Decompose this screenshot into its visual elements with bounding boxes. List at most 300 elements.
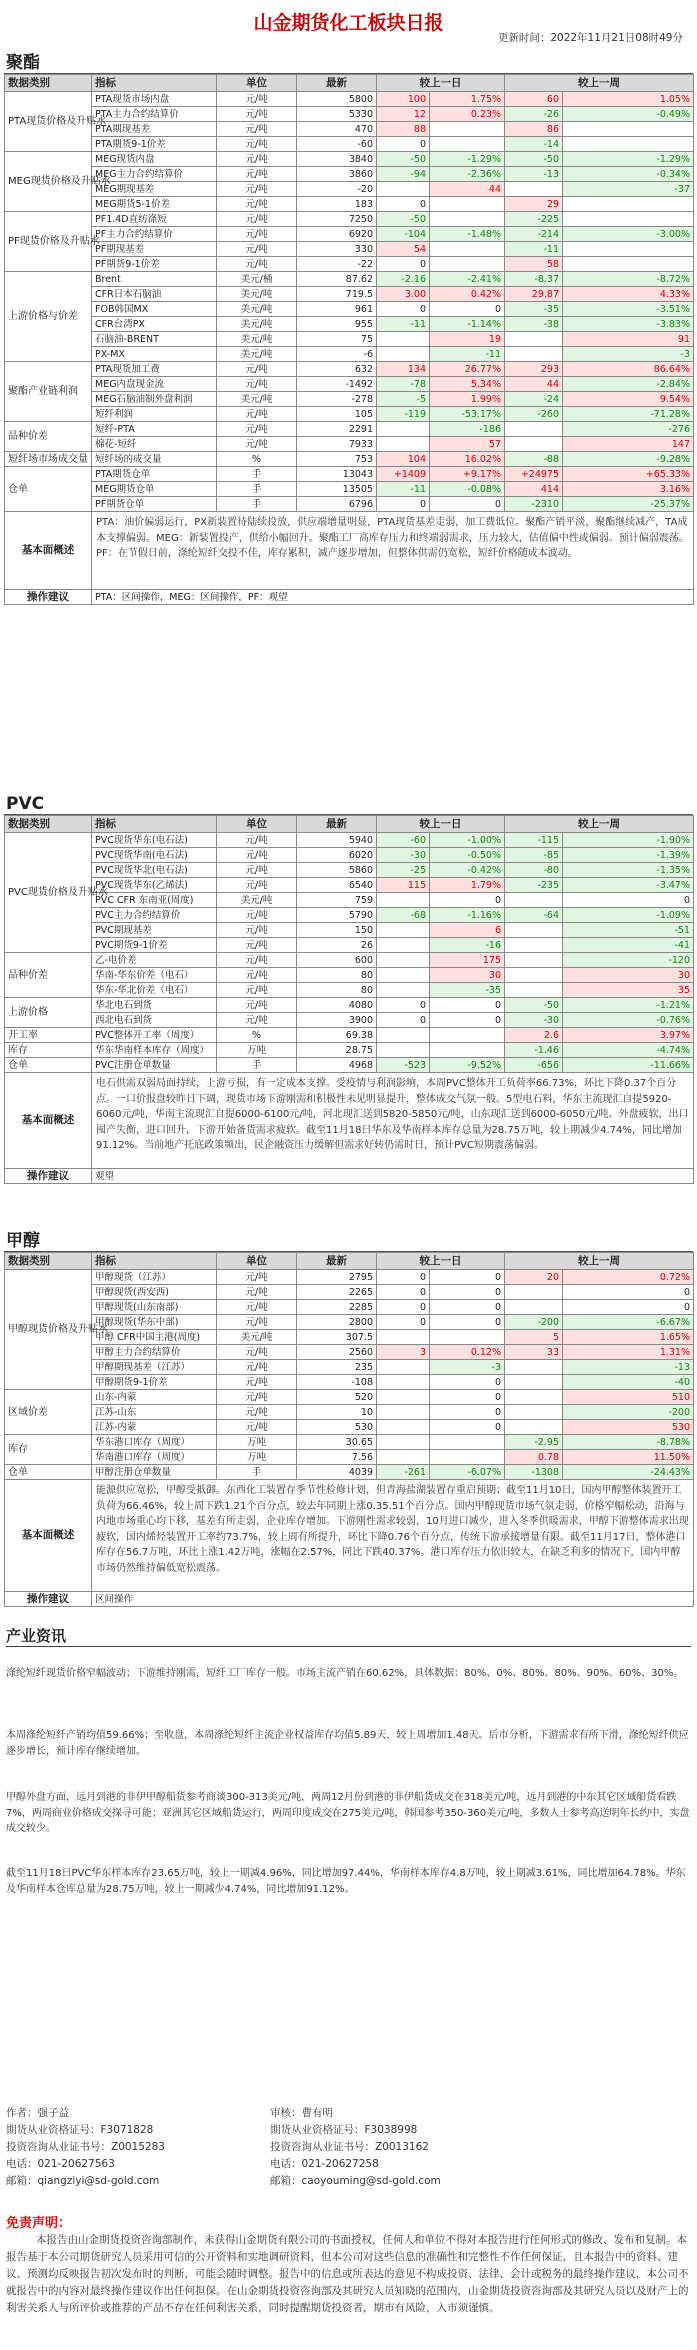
day-pct-cell [430, 137, 505, 152]
category-cell: 品种价差 [5, 422, 92, 452]
indicator-cell: MEG内盘现金流 [92, 377, 217, 392]
industry-paragraph: 甲醇外盘方面，远月到港的非伊甲醇船货参考商谈300-313美元/吨，两周12月份到港的非伊船货成交在318美元/吨，远月到港的中东其它区域船货看跌7%，两周商业价格成交探寻可能；亚洲其它区域船货运行，两周印度成交在275美元/吨，韩国参考350-360美元/吨，多数人士参考高送明年长约中，实盘成交较少。 [6, 1792, 690, 1834]
table-row [5, 407, 694, 422]
unit-cell: 元/吨 [217, 953, 297, 968]
latest-cell: 632 [297, 362, 377, 377]
indicator-cell: 甲醇现货(山东南部) [92, 1300, 217, 1315]
table-row [5, 347, 694, 362]
methanol-table [4, 1252, 694, 1607]
table-row [5, 377, 694, 392]
indicator-cell: 华北电石到货 [92, 998, 217, 1013]
table-row [5, 497, 694, 512]
week-change-cell: -2.95 [505, 1435, 563, 1450]
week-change-cell: -88 [505, 452, 563, 467]
indicator-cell: PTA期货9-1价差 [92, 137, 217, 152]
day-change-cell: 115 [377, 878, 430, 893]
indicator-cell: 短纤场的成交量 [92, 452, 217, 467]
table-row [5, 848, 694, 863]
week-pct-cell: -8.72% [563, 272, 694, 287]
week-change-cell [505, 1300, 563, 1315]
latest-cell: 87.62 [297, 272, 377, 287]
operation-text: 观望 [92, 1169, 694, 1184]
week-pct-cell: -3.51% [563, 302, 694, 317]
operation-label: 操作建议 [5, 1592, 92, 1607]
reviewer-block [270, 2105, 441, 2190]
day-change-cell [377, 1450, 430, 1465]
unit-cell: 元/吨 [217, 152, 297, 167]
indicator-cell: PVC现货华北(电石法) [92, 863, 217, 878]
day-change-cell: 88 [377, 122, 430, 137]
day-pct-cell: 6 [430, 923, 505, 938]
week-pct-cell [563, 137, 694, 152]
day-pct-cell: 1.79% [430, 878, 505, 893]
week-pct-cell: -3.47% [563, 878, 694, 893]
week-pct-cell: -3.83% [563, 317, 694, 332]
week-pct-cell: -1.09% [563, 908, 694, 923]
table-row [5, 1300, 694, 1315]
unit-cell: 元/吨 [217, 1360, 297, 1375]
week-pct-cell: +65.33% [563, 467, 694, 482]
latest-cell: 5940 [297, 833, 377, 848]
latest-cell: 3900 [297, 1013, 377, 1028]
week-pct-cell: -13 [563, 1360, 694, 1375]
column-header: 最新 [297, 75, 377, 92]
table-row [5, 272, 694, 287]
day-pct-cell: 0 [430, 302, 505, 317]
indicator-cell: 短纤利润 [92, 407, 217, 422]
table-row [5, 1390, 694, 1405]
week-pct-cell: 3.97% [563, 1028, 694, 1043]
indicator-cell: PVC现货华东(乙烯法) [92, 878, 217, 893]
indicator-cell: 甲醇主力合约结算价 [92, 1345, 217, 1360]
week-pct-cell [563, 212, 694, 227]
unit-cell: 美元/吨 [217, 317, 297, 332]
latest-cell: 183 [297, 197, 377, 212]
day-pct-cell: -16 [430, 938, 505, 953]
week-change-cell [505, 1360, 563, 1375]
week-pct-cell: 3.16% [563, 482, 694, 497]
indicator-cell: PVC注册仓单数量 [92, 1058, 217, 1073]
day-pct-cell [430, 242, 505, 257]
day-pct-cell: 0 [430, 1013, 505, 1028]
day-change-cell: 0 [377, 497, 430, 512]
week-pct-cell: 510 [563, 1390, 694, 1405]
category-cell: 仓单 [5, 1058, 92, 1073]
day-pct-cell: 44 [430, 182, 505, 197]
latest-cell: 80 [297, 968, 377, 983]
day-change-cell [377, 1435, 430, 1450]
day-change-cell: -30 [377, 848, 430, 863]
day-change-cell: 0 [377, 1285, 430, 1300]
unit-cell: 手 [217, 482, 297, 497]
latest-cell: 7.56 [297, 1450, 377, 1465]
week-pct-cell: -120 [563, 953, 694, 968]
table-row [5, 1028, 694, 1043]
column-header: 数据类别 [5, 816, 92, 833]
indicator-cell: 短纤-PTA [92, 422, 217, 437]
table-row [5, 362, 694, 377]
table-row [5, 317, 694, 332]
indicator-cell: CFR台湾PX [92, 317, 217, 332]
latest-cell: 3860 [297, 167, 377, 182]
table-row [5, 242, 694, 257]
day-change-cell: 54 [377, 242, 430, 257]
unit-cell: 美元/吨 [217, 332, 297, 347]
latest-cell: 520 [297, 1390, 377, 1405]
indicator-cell: MEG主力合约结算价 [92, 167, 217, 182]
table-row [5, 1450, 694, 1465]
indicator-cell: PVC期现基差 [92, 923, 217, 938]
latest-cell: 4080 [297, 998, 377, 1013]
unit-cell: 元/吨 [217, 848, 297, 863]
polyester-table [4, 74, 694, 605]
section-polyester [4, 48, 693, 605]
day-pct-cell: -2.36% [430, 167, 505, 182]
day-change-cell: -119 [377, 407, 430, 422]
week-change-cell [505, 983, 563, 998]
unit-cell: 元/吨 [217, 407, 297, 422]
day-pct-cell: 1.75% [430, 92, 505, 107]
column-header: 较上一日 [377, 816, 505, 833]
unit-cell: 美元/吨 [217, 893, 297, 908]
category-cell: 甲醇现货价格及升贴水 [5, 1270, 92, 1390]
week-change-cell [505, 938, 563, 953]
week-change-cell: -8.37 [505, 272, 563, 287]
week-pct-cell: -1.39% [563, 848, 694, 863]
week-change-cell: -38 [505, 317, 563, 332]
day-change-cell [377, 1043, 430, 1058]
unit-cell: 元/吨 [217, 1345, 297, 1360]
indicator-cell: 甲醇期现基差（江苏） [92, 1360, 217, 1375]
week-change-cell: -64 [505, 908, 563, 923]
indicator-cell: PVC现货华东(电石法) [92, 833, 217, 848]
summary-text: PTA：油价偏弱运行，PX新装置待陆续投放，供应端增量明显，PTA现货基差走弱，加工费低位。聚酯产销平淡，聚酯继续减产，TA成本支撑偏弱。MEG：新装置投产，供给小幅回升。聚酯工厂高库存压力和终端弱需求，压力较大，估值偏中性或偏弱。预计偏弱震荡。PF：在节假日前，涤纶短纤交投不佳，库存累积，减产逐步增加，但整体供需仍宽松，短纤价格随成本波动。 [92, 512, 694, 590]
table-row [5, 197, 694, 212]
week-change-cell: 33 [505, 1345, 563, 1360]
day-change-cell [377, 953, 430, 968]
day-change-cell: 12 [377, 107, 430, 122]
table-row [5, 422, 694, 437]
week-change-cell: -24 [505, 392, 563, 407]
indicator-cell: 甲醇现货(华东中部) [92, 1315, 217, 1330]
week-change-cell [505, 182, 563, 197]
column-header: 单位 [217, 75, 297, 92]
unit-cell: 元/吨 [217, 242, 297, 257]
week-change-cell: +24975 [505, 467, 563, 482]
week-change-cell: -200 [505, 1315, 563, 1330]
unit-cell: 手 [217, 467, 297, 482]
week-change-cell: 2.6 [505, 1028, 563, 1043]
indicator-cell: MEG石脑油制外盘利润 [92, 392, 217, 407]
indicator-cell: PVC现货华南(电石法) [92, 848, 217, 863]
day-change-cell [377, 1330, 430, 1345]
summary-label: 基本面概述 [5, 1073, 92, 1169]
pvc-table [4, 815, 694, 1184]
day-pct-cell: 0 [430, 893, 505, 908]
section-methanol [4, 1226, 693, 1607]
latest-cell: 28.75 [297, 1043, 377, 1058]
day-pct-cell: 1.99% [430, 392, 505, 407]
unit-cell: 万吨 [217, 1435, 297, 1450]
table-header-row [5, 1253, 694, 1270]
day-pct-cell: -9.52% [430, 1058, 505, 1073]
day-pct-cell: -6.07% [430, 1465, 505, 1480]
unit-cell: 美元/桶 [217, 272, 297, 287]
indicator-cell: MEG期现基差 [92, 182, 217, 197]
week-pct-cell: -3 [563, 347, 694, 362]
day-change-cell [377, 1028, 430, 1043]
column-header: 最新 [297, 816, 377, 833]
day-pct-cell: 0.23% [430, 107, 505, 122]
latest-cell: 3840 [297, 152, 377, 167]
week-change-cell [505, 1375, 563, 1390]
week-change-cell: 5 [505, 1330, 563, 1345]
latest-cell: 80 [297, 983, 377, 998]
day-pct-cell [430, 1450, 505, 1465]
day-pct-cell: 0.12% [430, 1345, 505, 1360]
unit-cell: 元/吨 [217, 923, 297, 938]
unit-cell: 元/吨 [217, 1315, 297, 1330]
week-pct-cell: -3.00% [563, 227, 694, 242]
day-pct-cell: -3 [430, 1360, 505, 1375]
latest-cell: 6020 [297, 848, 377, 863]
unit-cell: 手 [217, 1058, 297, 1073]
category-cell: 品种价差 [5, 953, 92, 998]
indicator-cell: 山东-内蒙 [92, 1390, 217, 1405]
latest-cell: 13505 [297, 482, 377, 497]
day-pct-cell: -186 [430, 422, 505, 437]
latest-cell: 26 [297, 938, 377, 953]
unit-cell: 元/吨 [217, 863, 297, 878]
week-pct-cell: 1.05% [563, 92, 694, 107]
table-row [5, 302, 694, 317]
latest-cell: 75 [297, 332, 377, 347]
latest-cell: 719.5 [297, 287, 377, 302]
latest-cell: 235 [297, 1360, 377, 1375]
day-pct-cell: 30 [430, 968, 505, 983]
week-pct-cell: 0 [563, 1300, 694, 1315]
table-row [5, 437, 694, 452]
table-row [5, 1058, 694, 1073]
table-row [5, 1315, 694, 1330]
week-change-cell [505, 422, 563, 437]
indicator-cell: 甲醇现货（江苏） [92, 1270, 217, 1285]
latest-cell: 759 [297, 893, 377, 908]
week-pct-cell: 11.50% [563, 1450, 694, 1465]
latest-cell: 470 [297, 122, 377, 137]
week-pct-cell: 30 [563, 968, 694, 983]
week-change-cell: -2310 [505, 497, 563, 512]
category-cell: 库存 [5, 1435, 92, 1465]
day-change-cell: -523 [377, 1058, 430, 1073]
table-row [5, 833, 694, 848]
latest-cell: 30.65 [297, 1435, 377, 1450]
day-pct-cell: 5.34% [430, 377, 505, 392]
week-change-cell: -80 [505, 863, 563, 878]
day-change-cell [377, 983, 430, 998]
reviewer-license: 期货从业资格证号：F3038998 [270, 2124, 418, 2136]
latest-cell: 10 [297, 1405, 377, 1420]
day-change-cell: 0 [377, 257, 430, 272]
table-row [5, 1013, 694, 1028]
column-header: 较上一日 [377, 75, 505, 92]
week-pct-cell: -0.76% [563, 1013, 694, 1028]
week-change-cell: 58 [505, 257, 563, 272]
week-change-cell: -14 [505, 137, 563, 152]
latest-cell: -6 [297, 347, 377, 362]
column-header: 指标 [92, 1253, 217, 1270]
week-pct-cell [563, 197, 694, 212]
table-row [5, 452, 694, 467]
author-consult-license: 投资咨询从业证书号：Z0015283 [6, 2141, 165, 2153]
latest-cell: 753 [297, 452, 377, 467]
week-change-cell: -214 [505, 227, 563, 242]
unit-cell: 元/吨 [217, 1300, 297, 1315]
latest-cell: 2800 [297, 1315, 377, 1330]
column-header: 数据类别 [5, 1253, 92, 1270]
day-pct-cell [430, 1043, 505, 1058]
week-change-cell: -1308 [505, 1465, 563, 1480]
unit-cell: 元/吨 [217, 1270, 297, 1285]
week-change-cell: -235 [505, 878, 563, 893]
day-change-cell: 0 [377, 998, 430, 1013]
week-pct-cell: -25.37% [563, 497, 694, 512]
day-pct-cell: 0 [430, 1300, 505, 1315]
indicator-cell: PF期货仓单 [92, 497, 217, 512]
indicator-cell: 甲醇期货9-1价差 [92, 1375, 217, 1390]
category-cell: 短纤场市场成交量 [5, 452, 92, 467]
column-header: 最新 [297, 1253, 377, 1270]
latest-cell: -20 [297, 182, 377, 197]
unit-cell: 元/吨 [217, 878, 297, 893]
operation-text: PTA：区间操作，MEG：区间操作，PF：观望 [92, 590, 694, 605]
table-row [5, 923, 694, 938]
indicator-cell: MEG期货仓单 [92, 482, 217, 497]
day-change-cell [377, 923, 430, 938]
day-change-cell: 3 [377, 1345, 430, 1360]
week-change-cell [505, 1285, 563, 1300]
week-pct-cell: -276 [563, 422, 694, 437]
latest-cell: 105 [297, 407, 377, 422]
latest-cell: -1492 [297, 377, 377, 392]
indicator-cell: 甲醇现货(西安西) [92, 1285, 217, 1300]
day-change-cell: 0 [377, 197, 430, 212]
indicator-cell: Brent [92, 272, 217, 287]
day-change-cell: -50 [377, 212, 430, 227]
day-change-cell: 0 [377, 1300, 430, 1315]
day-change-cell: -68 [377, 908, 430, 923]
day-change-cell: -2.16 [377, 272, 430, 287]
unit-cell: 元/吨 [217, 227, 297, 242]
indicator-cell: 石脑油-BRENT [92, 332, 217, 347]
latest-cell: 2265 [297, 1285, 377, 1300]
unit-cell: 元/吨 [217, 137, 297, 152]
latest-cell: 961 [297, 302, 377, 317]
column-header: 较上一日 [377, 1253, 505, 1270]
day-pct-cell: -53.17% [430, 407, 505, 422]
week-pct-cell: -1.21% [563, 998, 694, 1013]
industry-title: 产业资讯 [6, 1627, 67, 1645]
week-change-cell [505, 953, 563, 968]
indicator-cell: PTA现货加工费 [92, 362, 217, 377]
week-pct-cell: -1.90% [563, 833, 694, 848]
unit-cell: 元/吨 [217, 1405, 297, 1420]
table-row [5, 257, 694, 272]
indicator-cell: PVC CFR 东南亚(周度) [92, 893, 217, 908]
unit-cell: 万吨 [217, 1043, 297, 1058]
day-change-cell [377, 347, 430, 362]
indicator-cell: PX-MX [92, 347, 217, 362]
latest-cell: 150 [297, 923, 377, 938]
week-change-cell: 293 [505, 362, 563, 377]
indicator-cell: PVC整体开工率（周度） [92, 1028, 217, 1043]
section-title: PVC [4, 794, 693, 815]
week-pct-cell: -9.28% [563, 452, 694, 467]
table-row [5, 863, 694, 878]
table-row [5, 1345, 694, 1360]
update-time: 更新时间：2022年11月21日08时49分 [497, 32, 683, 44]
day-pct-cell: -1.29% [430, 152, 505, 167]
day-change-cell: 0 [377, 1315, 430, 1330]
day-change-cell: 0 [377, 302, 430, 317]
unit-cell: 元/吨 [217, 257, 297, 272]
week-change-cell: -50 [505, 998, 563, 1013]
table-row [5, 1465, 694, 1480]
latest-cell: 2291 [297, 422, 377, 437]
week-pct-cell: 86.64% [563, 362, 694, 377]
day-pct-cell [430, 1330, 505, 1345]
week-change-cell: -1.46 [505, 1043, 563, 1058]
table-row [5, 287, 694, 302]
column-header: 较上一周 [505, 75, 694, 92]
day-pct-cell: 26.77% [430, 362, 505, 377]
table-row [5, 107, 694, 122]
indicator-cell: 江苏-内蒙 [92, 1420, 217, 1435]
operation-label: 操作建议 [5, 590, 92, 605]
indicator-cell: PF期现基差 [92, 242, 217, 257]
latest-cell: 7933 [297, 437, 377, 452]
indicator-cell: MEG现货内盘 [92, 152, 217, 167]
day-change-cell: -78 [377, 377, 430, 392]
column-header: 数据类别 [5, 75, 92, 92]
week-change-cell [505, 332, 563, 347]
latest-cell: 5800 [297, 92, 377, 107]
day-pct-cell: -35 [430, 983, 505, 998]
day-change-cell [377, 1375, 430, 1390]
day-change-cell: -25 [377, 863, 430, 878]
week-change-cell [505, 968, 563, 983]
author-license: 期货从业资格证号：F3071828 [6, 2124, 154, 2136]
unit-cell: 美元/吨 [217, 302, 297, 317]
day-change-cell: -11 [377, 317, 430, 332]
column-header: 单位 [217, 816, 297, 833]
day-change-cell: -60 [377, 833, 430, 848]
day-change-cell: -50 [377, 152, 430, 167]
indicator-cell: PTA现货市场内盘 [92, 92, 217, 107]
indicator-cell: PTA期货仓单 [92, 467, 217, 482]
table-row [5, 983, 694, 998]
latest-cell: 6796 [297, 497, 377, 512]
week-pct-cell: 147 [563, 437, 694, 452]
day-change-cell: 0 [377, 1270, 430, 1285]
week-change-cell [505, 1405, 563, 1420]
industry-divider [6, 1646, 691, 1647]
day-change-cell: -94 [377, 167, 430, 182]
unit-cell: 元/吨 [217, 107, 297, 122]
summary-row [5, 1480, 694, 1592]
day-change-cell [377, 422, 430, 437]
week-change-cell [505, 1420, 563, 1435]
